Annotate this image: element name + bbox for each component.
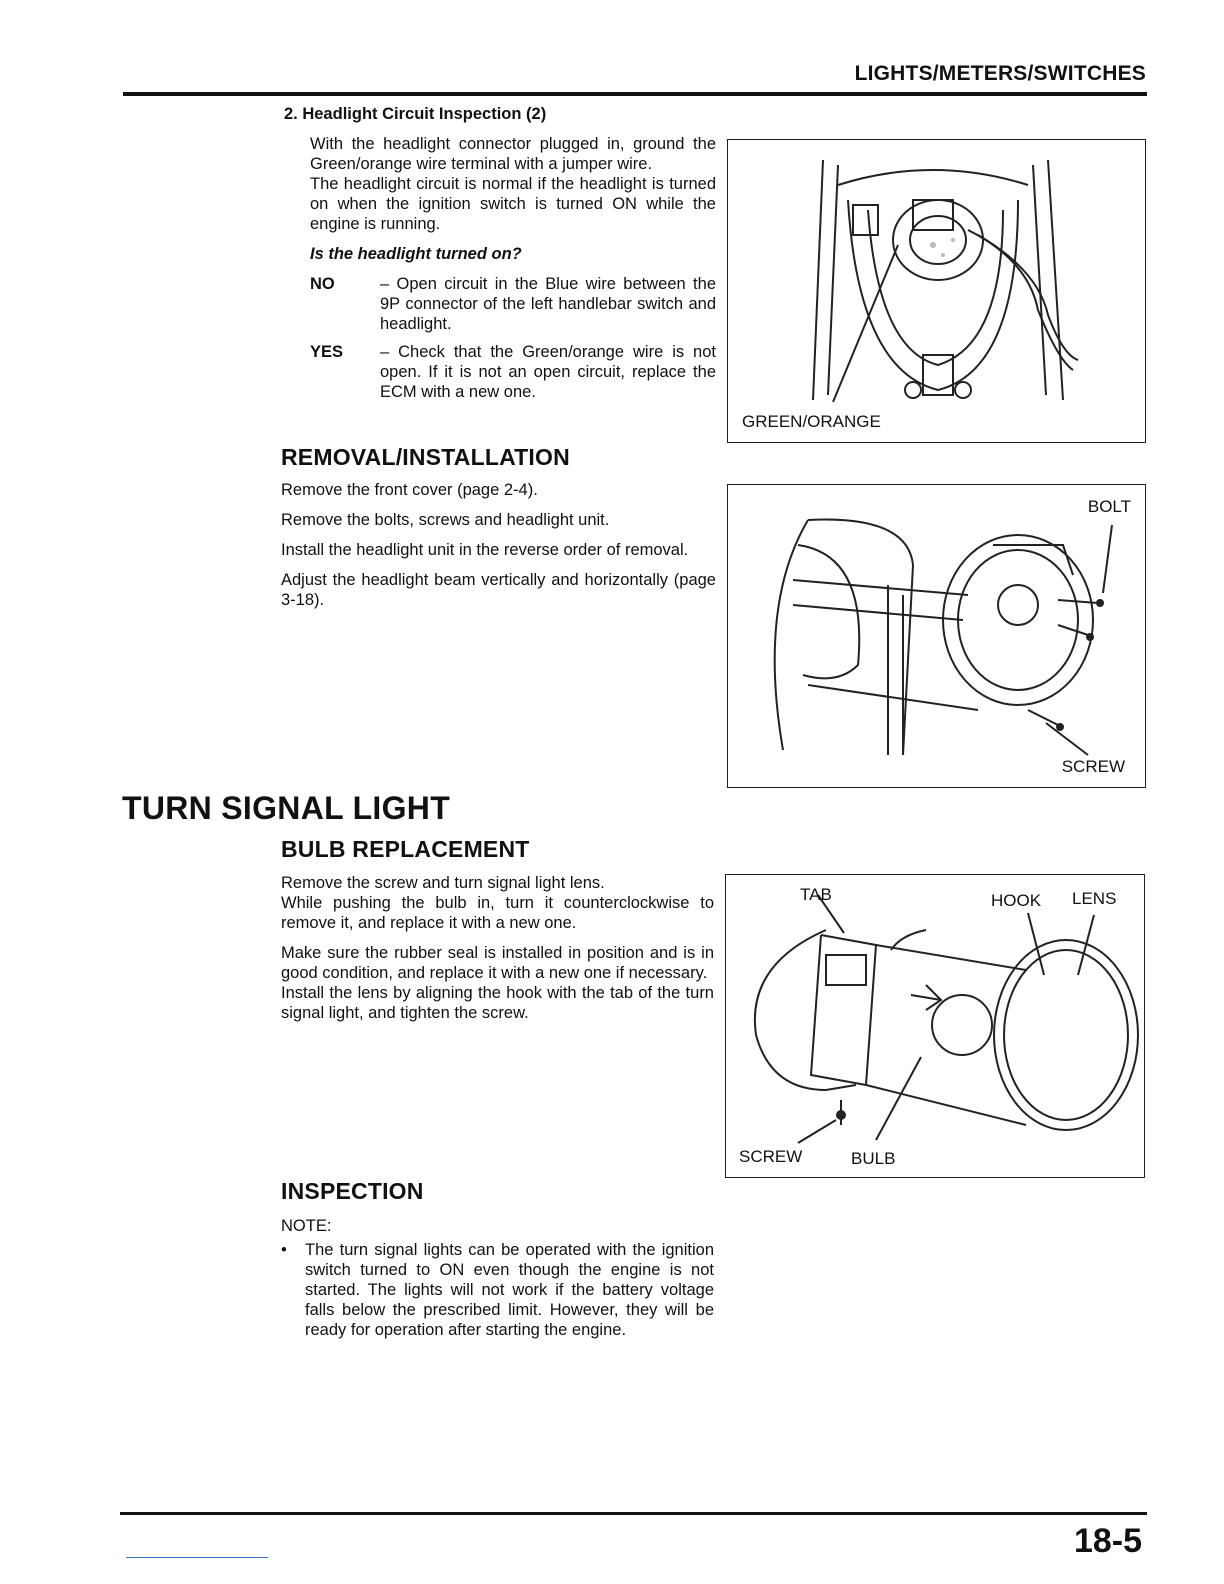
figure-label-bolt: BOLT [1087,497,1131,516]
headlight-unit-drawing [728,485,1145,787]
footer-rule [120,1512,1147,1515]
removal-step: Remove the front cover (page 2-4). [281,481,538,499]
header-rule [123,92,1147,96]
removal-step: Adjust the headlight beam vertically and horizontally (page 3-18). [281,571,716,609]
paragraph: Install the lens by aligning the hook with the tab of the turn signal light, and tighten the screw. [281,984,714,1022]
answer-no-text: – Open circuit in the Blue wire between the 9P connector of the left handlebar switch and headlight. [380,275,716,333]
chapter-section-title: TURN SIGNAL LIGHT [122,790,451,826]
turn-signal-drawing [726,875,1144,1177]
removal-steps [281,480,716,620]
paragraph: With the headlight connector plugged in, ground the Green/orange wire terminal with a jumper wire. [310,135,716,173]
figure-label-screw: SCREW [1061,757,1125,776]
question: Is the headlight turned on? [310,245,522,263]
running-header: LIGHTS/METERS/SWITCHES [854,62,1146,85]
paragraph: Make sure the rubber seal is installed in position and is in good condition, and replace it with a new one if necessary. [281,944,714,982]
answer-no-label: NO [310,275,335,293]
note-bullet [281,1240,714,1340]
list-item [281,1240,714,1340]
answer-yes [310,342,716,402]
step-heading: 2. Headlight Circuit Inspection (2) [284,105,547,123]
headlight-connector-drawing [728,140,1145,442]
turn-signal-figure [725,874,1145,1178]
paragraph: Remove the screw and turn signal light lens. [281,874,605,892]
headlight-unit-figure [727,484,1146,788]
note-label: NOTE: [281,1217,332,1235]
bullet-mark: • [281,1241,287,1259]
removal-step: Install the headlight unit in the reverse order of removal. [281,541,689,559]
bottom-divider [126,1557,268,1558]
answer-yes-label: YES [310,343,344,361]
answer-yes-text: – Check that the Green/orange wire is not open. If it is not an open circuit, replace the ECM with a new one. [380,343,716,401]
bulb-replacement-text [281,873,714,1023]
paragraph: The headlight circuit is normal if the headlight is turned on when the ignition switch is turned ON while the engine is running. [310,175,716,233]
bullet-text: The turn signal lights can be operated with the ignition switch turned to ON even though the engine is not started. The lights will not work if the battery voltage falls below the prescribed limit. However, they will be ready for operation after starting the engine. [305,1241,714,1339]
removal-step: Remove the bolts, screws and headlight unit. [281,511,610,529]
headlight-connector-figure [727,139,1146,443]
page-number: 18-5 [1073,1522,1142,1560]
section-heading-inspection: INSPECTION [281,1178,424,1204]
section-heading-bulb-replacement: BULB REPLACEMENT [281,836,530,862]
paragraph: While pushing the bulb in, turn it counterclockwise to remove it, and replace it with a new one. [281,894,714,932]
figure-label-lens: LENS [1072,889,1117,908]
figure-label-hook: HOOK [991,891,1042,910]
section-heading-removal: REMOVAL/INSTALLATION [281,444,570,470]
answer-no [310,274,716,334]
figure-label-bulb: BULB [851,1149,896,1168]
figure-label-screw: SCREW [739,1147,803,1166]
inspection-text-block [310,134,716,410]
figure-label-green-orange: GREEN/ORANGE [742,412,881,431]
figure-label-tab: TAB [800,885,832,904]
